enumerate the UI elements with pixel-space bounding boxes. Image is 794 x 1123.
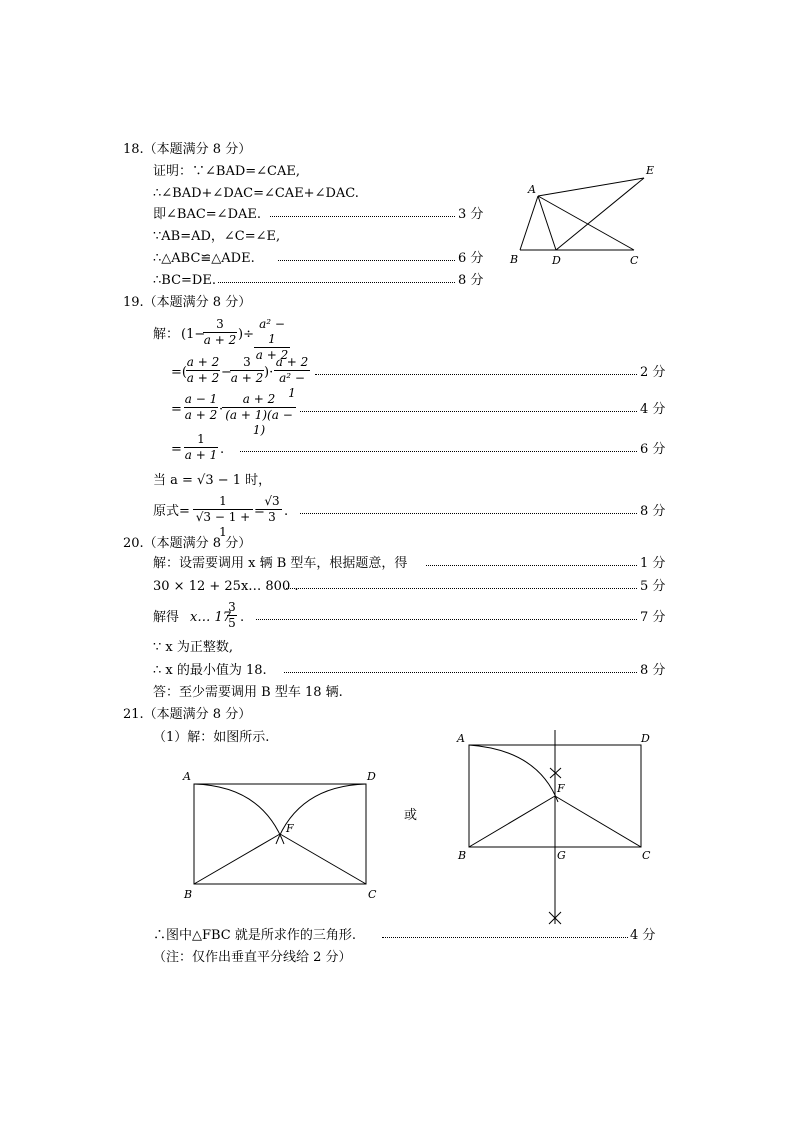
- fig-label-d: D: [552, 254, 561, 267]
- q19-score-3: 6 分: [640, 442, 666, 457]
- numerator: √3: [264, 494, 280, 508]
- q18-line-1: 证明：∵∠BAD=∠CAE,: [153, 164, 300, 179]
- q18-score-3: 8 分: [458, 273, 484, 288]
- numerator: a + 2: [242, 392, 276, 406]
- q19-s2-closedot: )·: [264, 365, 274, 380]
- q19-jie: 解：: [153, 327, 180, 342]
- q19-s4-frac1: [184, 432, 218, 463]
- q19-s1-closediv: )÷: [238, 327, 254, 342]
- denominator: √3 − 1 + 1: [195, 510, 251, 539]
- q18-line-6: ∴BC=DE.: [153, 273, 216, 288]
- q20-score-4: 8 分: [640, 663, 666, 678]
- leader-dots: [315, 374, 637, 375]
- numerator: 3: [243, 355, 251, 369]
- leader-dots: [278, 260, 455, 261]
- q19-result-label: 原式=: [153, 504, 190, 519]
- numerator: a + 2: [186, 355, 220, 369]
- q20-line-1: 解：设需要调用 x 辆 B 型车，根据题意，得: [153, 556, 408, 571]
- leader-dots: [218, 282, 455, 283]
- denominator: (a + 1)(a − 1): [225, 408, 293, 437]
- q18-header: 18.（本题满分 8 分）: [123, 142, 252, 157]
- fig-label-b: B: [184, 888, 193, 901]
- denominator: a + 2: [184, 408, 218, 422]
- q19-s2-minus: −: [221, 365, 232, 380]
- q19-s3-eq: =: [171, 402, 182, 417]
- q19-result-eq: =: [254, 504, 265, 519]
- q19-s2-eq: =(: [171, 365, 187, 380]
- q20-score-3: 7 分: [640, 610, 666, 625]
- q19-score-2: 4 分: [640, 402, 666, 417]
- q19-header: 19.（本题满分 8 分）: [123, 295, 252, 310]
- fig-label-a: A: [183, 770, 191, 783]
- leader-dots: [300, 411, 637, 412]
- leader-dots: [286, 588, 637, 589]
- leader-dots: [382, 937, 628, 938]
- q20-line-5: ∴ x 的最小值为 18.: [153, 663, 267, 678]
- leader-dots: [270, 216, 455, 217]
- q18-triangle-figure: [500, 160, 670, 270]
- q20-solve-frac: [227, 600, 237, 631]
- fig-label-c: C: [630, 254, 639, 267]
- numerator: 3: [216, 317, 224, 331]
- fig-label-e: E: [646, 164, 655, 177]
- q20-header: 20.（本题满分 8 分）: [123, 536, 252, 551]
- numerator: 1: [197, 432, 205, 446]
- q19-s2-frac1: [186, 355, 220, 386]
- q21-part1: （1）解：如图所示.: [153, 730, 270, 745]
- q20-score-1: 1 分: [640, 556, 666, 571]
- q21-score: 4 分: [630, 928, 656, 943]
- fig-label-a: A: [457, 732, 465, 745]
- q19-when: 当 a = √3 − 1 时，: [153, 473, 272, 488]
- fig-label-c: C: [642, 849, 651, 862]
- q19-s1-open: (1−: [181, 327, 206, 342]
- fig-label-d: D: [641, 732, 650, 745]
- numerator: 3: [228, 600, 236, 614]
- q19-result-period: .: [284, 504, 289, 519]
- q19-s3-frac1: [184, 392, 218, 423]
- q18-score-2: 6 分: [458, 251, 484, 266]
- numerator: a + 2: [275, 355, 309, 369]
- q21-note: （注：仅作出垂直平分线给 2 分）: [153, 950, 352, 965]
- denominator: a + 2: [203, 333, 237, 347]
- denominator: a + 2: [230, 371, 264, 385]
- numerator: 1: [219, 494, 227, 508]
- q21-figure-1: [180, 768, 380, 903]
- q19-s4-period: .: [220, 442, 225, 457]
- fig-label-g: G: [557, 849, 566, 862]
- q20-score-2: 5 分: [640, 579, 666, 594]
- q19-result-frac2: [262, 494, 282, 525]
- q21-header: 21.（本题满分 8 分）: [123, 707, 252, 722]
- denominator: a² − 1: [279, 371, 305, 400]
- q21-or: 或: [404, 808, 418, 823]
- leader-dots: [284, 672, 637, 673]
- q21-conclusion: ∴图中△FBC 就是所求作的三角形.: [153, 928, 357, 943]
- fig-label-b: B: [510, 253, 519, 266]
- denominator: a + 2: [186, 371, 220, 385]
- fig-label-b: B: [458, 849, 467, 862]
- denominator: 5: [228, 616, 236, 630]
- q18-line-2: ∴∠BAD+∠DAC=∠CAE+∠DAC.: [153, 186, 359, 201]
- fig-label-f: F: [286, 822, 294, 835]
- denominator: a + 1: [184, 448, 218, 462]
- q20-solve-period: .: [240, 610, 245, 625]
- fig-label-f: F: [557, 782, 565, 795]
- q19-score-1: 2 分: [640, 365, 666, 380]
- q19-s2-frac2: [230, 355, 264, 386]
- q21-figure-2: [450, 728, 660, 928]
- denominator: 3: [268, 510, 276, 524]
- q20-line-6: 答：至少需要调用 B 型车 18 辆.: [153, 685, 343, 700]
- q20-line-4: ∵ x 为正整数,: [153, 640, 233, 655]
- leader-dots: [426, 565, 637, 566]
- q19-result-frac1: [193, 494, 253, 540]
- numerator: a − 1: [184, 392, 218, 406]
- q18-line-5: ∴△ABC≌△ADE.: [153, 251, 255, 266]
- q20-solve-lhs: x… 17: [190, 610, 232, 625]
- leader-dots: [240, 451, 637, 452]
- q19-s3-dot: ·: [219, 402, 224, 417]
- q18-line-3: 即∠BAC=∠DAE.: [153, 207, 261, 222]
- q20-line-2: 30 × 12 + 25x… 800 .: [153, 579, 299, 594]
- leader-dots: [300, 513, 637, 514]
- numerator: a² − 1: [259, 317, 285, 346]
- q19-s3-frac2: [222, 392, 296, 438]
- q19-score-4: 8 分: [640, 504, 666, 519]
- q18-line-4: ∵AB=AD，∠C=∠E,: [153, 229, 281, 244]
- denominator: a + 2: [255, 348, 289, 362]
- fig-label-c: C: [368, 888, 377, 901]
- fig-label-d: D: [367, 770, 376, 783]
- q19-s1-frac1: [203, 317, 237, 348]
- q19-s4-eq: =: [171, 442, 182, 457]
- fig-label-a: A: [528, 183, 536, 196]
- q20-line-3: 解得: [153, 610, 180, 625]
- q18-score-1: 3 分: [458, 207, 484, 222]
- leader-dots: [256, 619, 637, 620]
